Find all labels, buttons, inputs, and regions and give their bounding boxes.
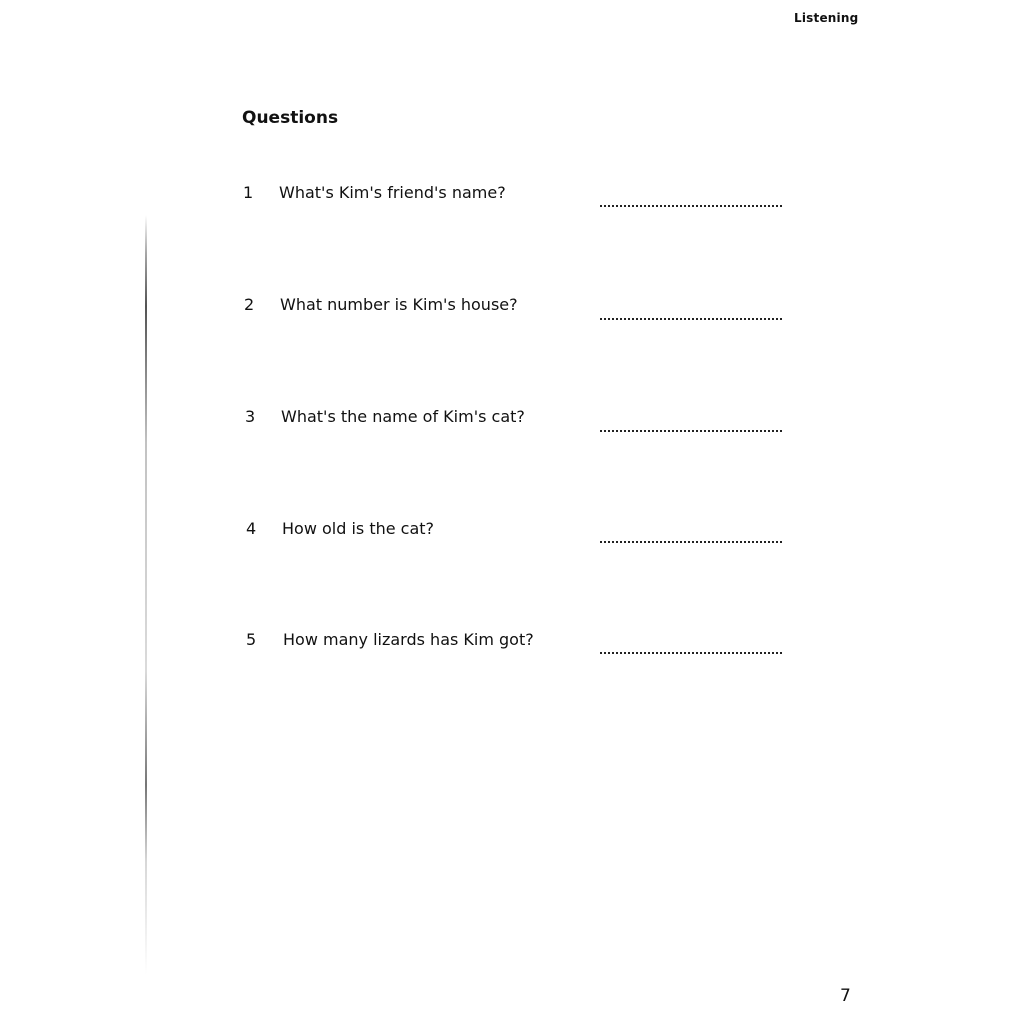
question-text: What's the name of Kim's cat? [281, 407, 525, 426]
question-number: 2 [244, 295, 255, 314]
question-text: How old is the cat? [282, 519, 435, 538]
question-5 [0, 630, 1024, 660]
answer-field[interactable] [600, 318, 782, 320]
question-text: What's Kim's friend's name? [279, 183, 506, 202]
answer-field[interactable] [600, 652, 782, 654]
question-text: What number is Kim's house? [280, 295, 518, 314]
page-heading: Questions [242, 108, 339, 128]
page-binding-line [145, 215, 147, 975]
question-1 [0, 183, 1024, 213]
question-number: 3 [245, 407, 256, 426]
question-4 [0, 519, 1024, 549]
page-number: 7 [840, 986, 851, 1006]
answer-field[interactable] [600, 205, 782, 207]
answer-field[interactable] [600, 541, 782, 543]
question-3 [0, 407, 1024, 437]
answer-field[interactable] [600, 430, 782, 432]
question-number: 5 [246, 630, 257, 649]
question-number: 1 [243, 183, 254, 202]
question-text: How many lizards has Kim got? [283, 630, 534, 649]
section-label: Listening [794, 11, 859, 25]
question-2 [0, 295, 1024, 325]
question-number: 4 [246, 519, 257, 538]
